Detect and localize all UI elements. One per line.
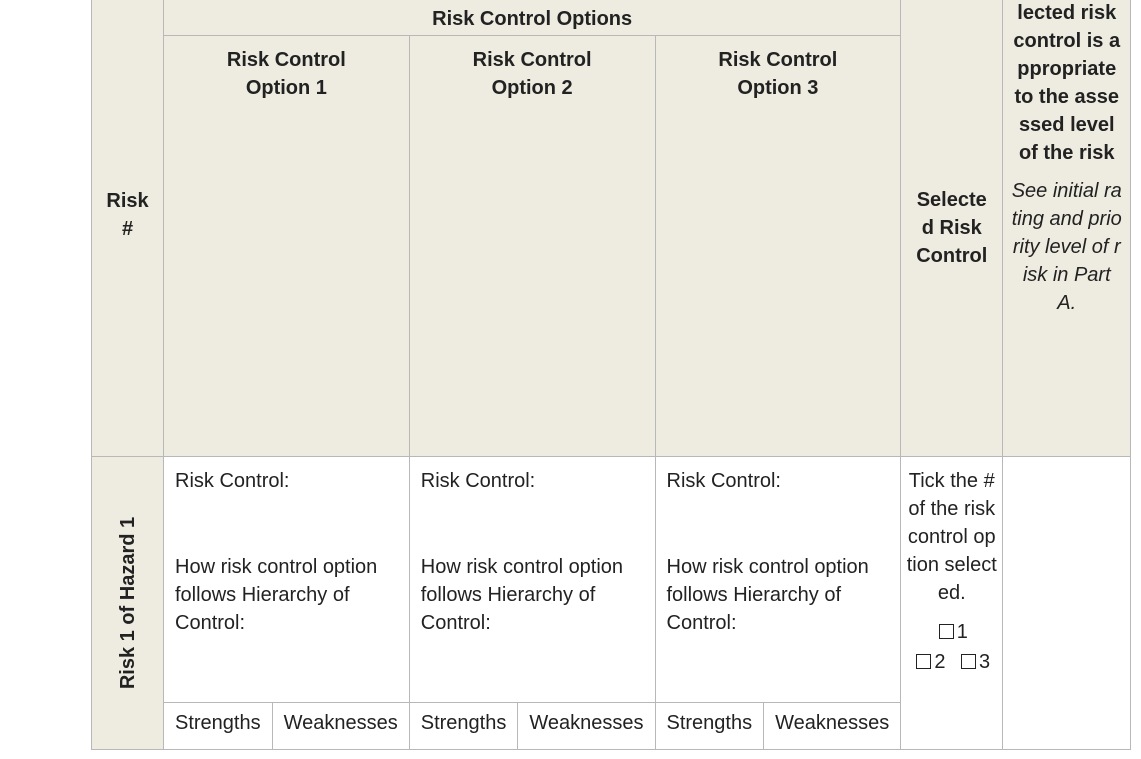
appropriateness-title: lected risk control is appropriate to the assessed level of the risk — [1013, 2, 1121, 164]
option-3-header: Risk Control Option 3 — [655, 36, 901, 457]
risk-control-options-header — [164, 0, 901, 36]
appropriateness-note: See initial rating and priority level of risk in Part A. — [1011, 180, 1122, 314]
risk-row-label-cell — [92, 457, 164, 750]
checkbox-option-1[interactable] — [939, 624, 954, 639]
selected-option-cell — [901, 457, 1003, 750]
risk-number-header: Risk # — [92, 0, 164, 457]
selected-instruction: Tick the # of the risk control option selected. — [906, 470, 997, 604]
option-3-body[interactable] — [655, 457, 901, 703]
risk-control-table-wrapper — [91, 0, 1131, 750]
option-2-strengths[interactable]: Strengths — [409, 703, 518, 750]
checkbox-option-3[interactable] — [961, 654, 976, 669]
risk-row — [92, 457, 1131, 703]
option-1-header: Risk Control Option 1 — [164, 36, 410, 457]
option-1-body[interactable] — [164, 457, 410, 703]
risk-control-label: Risk Control: — [420, 470, 536, 492]
appropriateness-body[interactable] — [1003, 457, 1131, 750]
risk-control-label: Risk Control: — [666, 470, 781, 492]
option-3-weaknesses[interactable]: Weaknesses — [764, 703, 901, 750]
selected-risk-control-header: Selected Risk Control — [901, 0, 1003, 457]
appropriateness-header — [1003, 0, 1131, 457]
hierarchy-label: How risk control option follows Hierarchy of Control: — [175, 556, 378, 634]
header-row-1 — [92, 0, 1131, 36]
selected-checkboxes: 1 2 3 — [905, 617, 998, 677]
option-2-header: Risk Control Option 2 — [409, 36, 655, 457]
options-group-title: Risk Control Options — [432, 8, 633, 30]
option-1-weaknesses[interactable]: Weaknesses — [272, 703, 409, 750]
risk-control-label: Risk Control: — [175, 470, 290, 492]
option-2-weaknesses[interactable]: Weaknesses — [518, 703, 655, 750]
option-2-body[interactable] — [409, 457, 655, 703]
risk-control-table — [91, 0, 1131, 750]
option-3-strengths[interactable]: Strengths — [655, 703, 764, 750]
checkbox-option-2[interactable] — [916, 654, 931, 669]
hierarchy-label: How risk control option follows Hierarchy of Control: — [666, 556, 869, 634]
option-1-strengths[interactable]: Strengths — [164, 703, 273, 750]
hierarchy-label: How risk control option follows Hierarchy of Control: — [420, 556, 624, 634]
risk-row-label: Risk 1 of Hazard 1 — [116, 516, 139, 690]
